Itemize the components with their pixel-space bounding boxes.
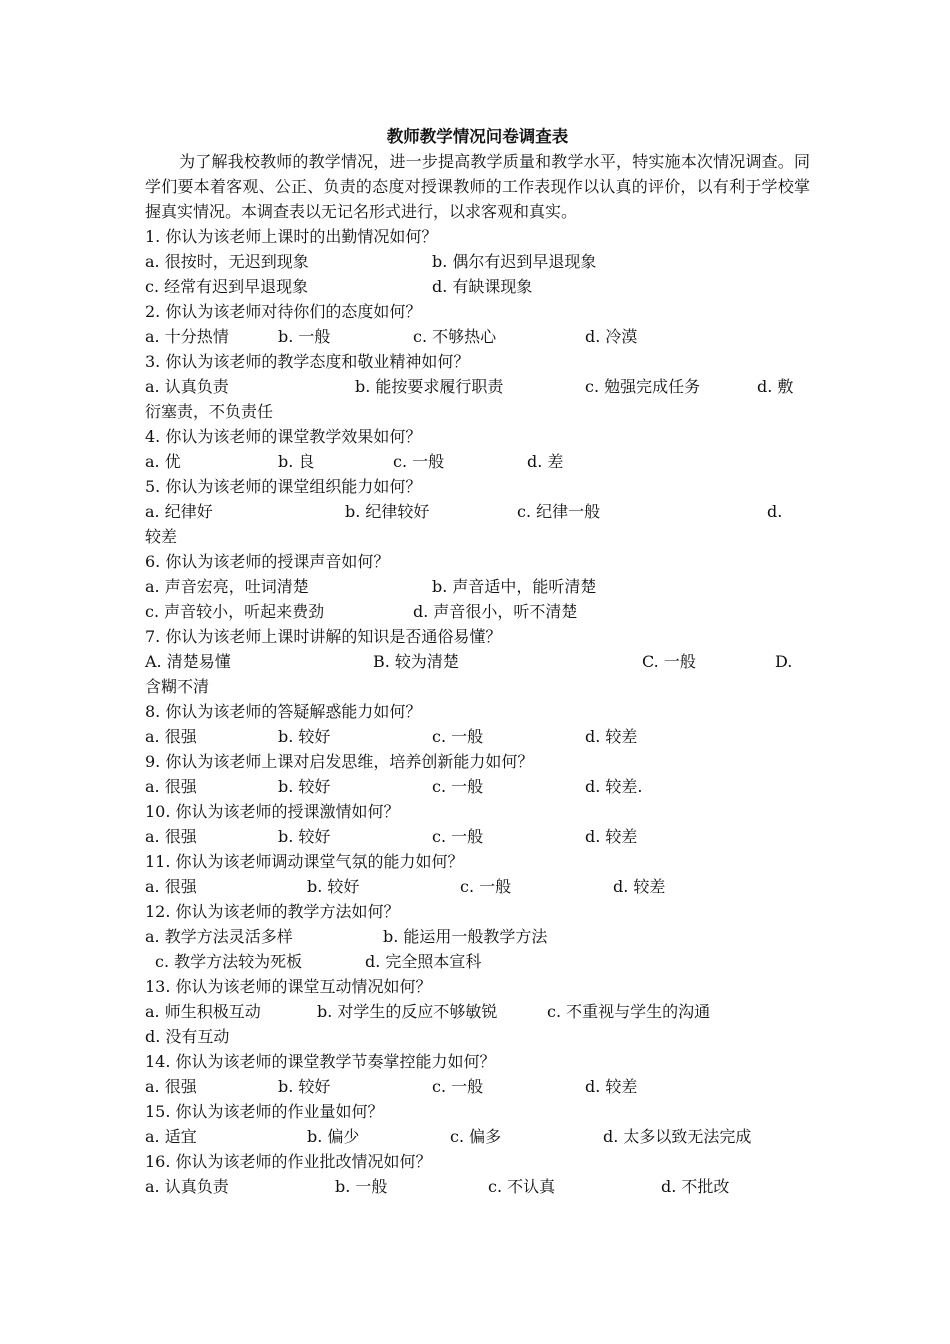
- option-2c: c. 不够热心: [413, 327, 497, 346]
- option-4d: d. 差: [527, 452, 564, 471]
- option-6b: b. 声音适中，能听清楚: [432, 577, 597, 596]
- option-12c: c. 教学方法较为死板: [155, 952, 303, 971]
- options-12-row1: [145, 924, 810, 949]
- option-6a: a. 声音宏亮，吐词清楚: [145, 577, 309, 596]
- intro-paragraph: [145, 149, 810, 224]
- question-2: 2. 你认为该老师对待你们的态度如何？: [145, 302, 422, 321]
- option-5d: d.: [767, 502, 783, 521]
- options-13-cont: [145, 1024, 810, 1049]
- options-5: [145, 499, 810, 524]
- options-16: [145, 1174, 810, 1199]
- option-12d: d. 完全照本宣科: [365, 952, 482, 971]
- option-5b: b. 纪律较好: [345, 502, 430, 521]
- option-5c: c. 纪律一般: [517, 502, 601, 521]
- options-12-row2: [145, 949, 810, 974]
- option-8b: b. 较好: [278, 727, 331, 746]
- option-15a: a. 适宜: [145, 1127, 197, 1146]
- option-13d: d. 没有互动: [145, 1027, 230, 1046]
- option-14b: b. 较好: [278, 1077, 331, 1096]
- option-13c: c. 不重视与学生的沟通: [547, 1002, 711, 1021]
- options-13: [145, 999, 810, 1024]
- question-7: 7. 你认为该老师上课时讲解的知识是否通俗易懂？: [145, 627, 502, 646]
- options-10: [145, 824, 810, 849]
- options-2: [145, 324, 810, 349]
- option-7a: A. 清楚易懂: [145, 652, 231, 671]
- option-10c: c. 一般: [432, 827, 484, 846]
- option-9a: a. 很强: [145, 777, 197, 796]
- option-10a: a. 很强: [145, 827, 197, 846]
- option-3d: d. 敷: [757, 377, 794, 396]
- option-2a: a. 十分热情: [145, 327, 229, 346]
- option-15b: b. 偏少: [307, 1127, 360, 1146]
- question-9: 9. 你认为该老师上课对启发思维，培养创新能力如何？: [145, 752, 534, 771]
- option-5a: a. 纪律好: [145, 502, 213, 521]
- option-7b: B. 较为清楚: [373, 652, 459, 671]
- option-8c: c. 一般: [432, 727, 484, 746]
- option-10d: d. 较差: [585, 827, 638, 846]
- question-3: 3. 你认为该老师的教学态度和敬业精神如何？: [145, 352, 470, 371]
- option-13b: b. 对学生的反应不够敏锐: [317, 1002, 498, 1021]
- option-7d-cont: 含糊不清: [145, 677, 210, 696]
- option-12a: a. 教学方法灵活多样: [145, 927, 293, 946]
- question-1: 1. 你认为该老师上课时的出勤情况如何？: [145, 227, 438, 246]
- option-14c: c. 一般: [432, 1077, 484, 1096]
- document-title: 教师教学情况问卷调查表: [386, 127, 569, 146]
- question-5: 5. 你认为该老师的课堂组织能力如何？: [145, 477, 422, 496]
- option-3a: a. 认真负责: [145, 377, 229, 396]
- question-13: 13. 你认为该老师的课堂互动情况如何？: [145, 977, 432, 996]
- option-12b: b. 能运用一般教学方法: [383, 927, 548, 946]
- question-15: 15. 你认为该老师的作业量如何？: [145, 1102, 384, 1121]
- options-7-cont: [145, 674, 810, 699]
- question-6: 6. 你认为该老师的授课声音如何？: [145, 552, 390, 571]
- question-4: 4. 你认为该老师的课堂教学效果如何？: [145, 427, 422, 446]
- options-9: [145, 774, 810, 799]
- option-4a: a. 优: [145, 452, 181, 471]
- option-16a: a. 认真负责: [145, 1177, 229, 1196]
- options-11: [145, 874, 810, 899]
- option-8d: d. 较差: [585, 727, 638, 746]
- options-3-cont: [145, 399, 810, 424]
- option-4c: c. 一般: [393, 452, 445, 471]
- option-10b: b. 较好: [278, 827, 331, 846]
- option-4b: b. 良: [278, 452, 315, 471]
- option-11b: b. 较好: [307, 877, 360, 896]
- options-4: [145, 449, 810, 474]
- intro-text: 为了解我校教师的教学情况，进一步提高教学质量和教学水平，特实施本次情况调查。同学们要本着客观、公正、负责的态度对授课教师的工作表现作以认真的评价，以有利于学校掌握真实情况。本调查表以无记名形式进行，以求客观和真实。: [145, 152, 810, 221]
- option-8a: a. 很强: [145, 727, 197, 746]
- question-8: 8. 你认为该老师的答疑解惑能力如何？: [145, 702, 422, 721]
- options-7: [145, 649, 810, 674]
- question-16: 16. 你认为该老师的作业批改情况如何？: [145, 1152, 432, 1171]
- option-9d: d. 较差.: [585, 777, 643, 796]
- question-12: 12. 你认为该老师的教学方法如何？: [145, 902, 400, 921]
- option-1d: d. 有缺课现象: [432, 277, 533, 296]
- option-9c: c. 一般: [432, 777, 484, 796]
- options-14: [145, 1074, 810, 1099]
- option-1c: c. 经常有迟到早退现象: [145, 277, 309, 296]
- option-3b: b. 能按要求履行职责: [355, 377, 504, 396]
- option-5d-cont: 较差: [145, 527, 178, 546]
- option-2b: b. 一般: [278, 327, 331, 346]
- options-6-row2: [145, 599, 810, 624]
- option-14a: a. 很强: [145, 1077, 197, 1096]
- options-1-row1: [145, 249, 810, 274]
- option-14d: d. 较差: [585, 1077, 638, 1096]
- option-13a: a. 师生积极互动: [145, 1002, 261, 1021]
- option-7d: D.: [775, 652, 793, 671]
- options-1-row2: [145, 274, 810, 299]
- option-16b: b. 一般: [335, 1177, 388, 1196]
- option-6d: d. 声音很小，听不清楚: [413, 602, 578, 621]
- survey-document: [145, 124, 810, 1199]
- option-7c: C. 一般: [642, 652, 696, 671]
- option-11c: c. 一般: [460, 877, 512, 896]
- option-3c: c. 勉强完成任务: [585, 377, 701, 396]
- options-5-cont: [145, 524, 810, 549]
- option-15d: d. 太多以致无法完成: [603, 1127, 752, 1146]
- options-6-row1: [145, 574, 810, 599]
- option-3d-cont: 衍塞责，不负责任: [145, 402, 274, 421]
- question-10: 10. 你认为该老师的授课激情如何？: [145, 802, 400, 821]
- question-11: 11. 你认为该老师调动课堂气氛的能力如何？: [145, 852, 464, 871]
- options-8: [145, 724, 810, 749]
- question-14: 14. 你认为该老师的课堂教学节奏掌控能力如何？: [145, 1052, 496, 1071]
- option-9b: b. 较好: [278, 777, 331, 796]
- option-1b: b. 偶尔有迟到早退现象: [432, 252, 597, 271]
- option-15c: c. 偏多: [450, 1127, 502, 1146]
- option-16d: d. 不批改: [661, 1177, 730, 1196]
- option-11d: d. 较差: [613, 877, 666, 896]
- options-3: [145, 374, 810, 399]
- options-15: [145, 1124, 810, 1149]
- option-16c: c. 不认真: [488, 1177, 556, 1196]
- option-6c: c. 声音较小，听起来费劲: [145, 602, 325, 621]
- option-11a: a. 很强: [145, 877, 197, 896]
- option-1a: a. 很按时，无迟到现象: [145, 252, 309, 271]
- option-2d: d. 冷漠: [585, 327, 638, 346]
